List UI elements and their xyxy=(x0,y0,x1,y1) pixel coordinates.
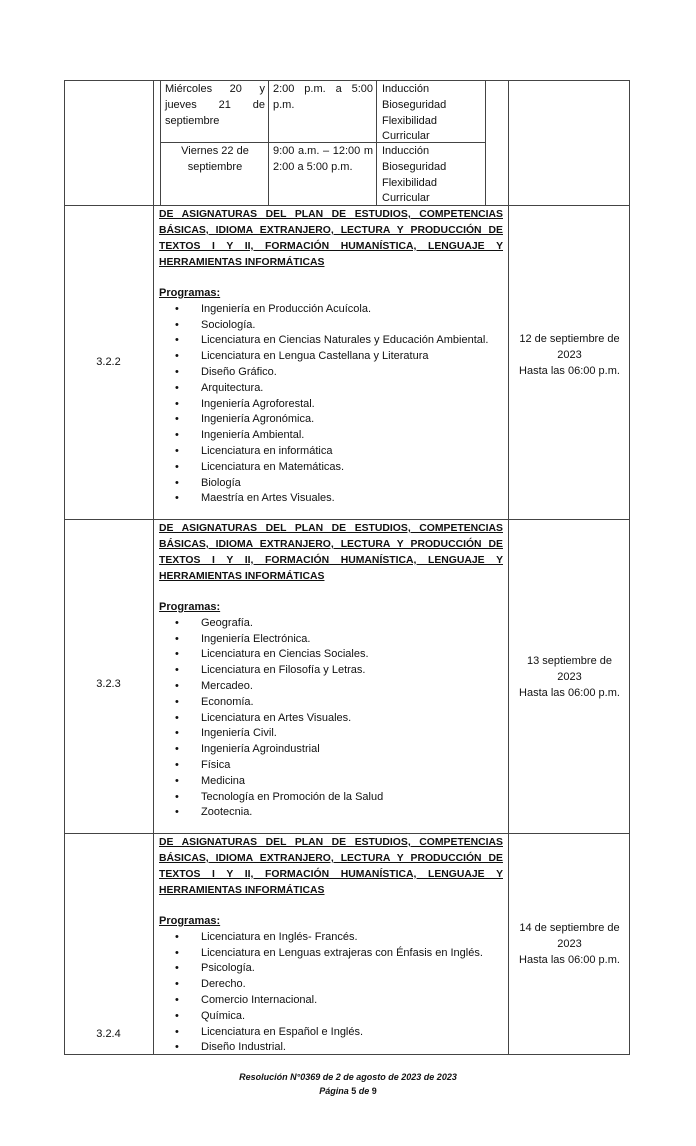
schedule-topics xyxy=(382,144,482,207)
program-item: • Comercio Internacional. xyxy=(175,993,318,1006)
schedule-topics xyxy=(382,82,482,145)
program-item: • Ingeniería Civil. xyxy=(175,727,277,740)
deadline-line: Hasta las 06:00 p.m. xyxy=(519,686,620,699)
deadline-line: 2023 xyxy=(557,937,582,950)
program-item: • Ingeniería en Producción Acuícola. xyxy=(175,302,372,315)
program-item: • Geografía. xyxy=(175,616,253,629)
row-divider xyxy=(64,833,630,834)
program-item: • Licenciatura en Inglés- Francés. xyxy=(175,930,358,943)
topic: Curricular xyxy=(382,192,430,205)
topic: Flexibilidad xyxy=(382,176,438,189)
program-item: • Maestría en Artes Visuales. xyxy=(175,492,335,505)
footer-resolution: Resolución N°0369 de 2 de agosto de 2023 de 2023 xyxy=(239,1072,457,1082)
program-item: • Licenciatura en Lenguas extrajeras con Énfasis en Inglés. xyxy=(175,946,483,959)
programs-list xyxy=(159,616,503,821)
schedule-table xyxy=(160,80,486,205)
column-divider xyxy=(508,80,509,1055)
page-current: 5 xyxy=(351,1086,357,1096)
page-mid: de xyxy=(356,1086,372,1096)
section-number: 3.2.4 xyxy=(96,1028,121,1040)
program-item: • Licenciatura en Artes Visuales. xyxy=(175,711,352,724)
deadline xyxy=(509,332,630,379)
section-heading: DE ASIGNATURAS DEL PLAN DE ESTUDIOS, COMPETENCIAS BÁSICAS, IDIOMA EXTRANJERO, LECTURA Y PRODUCCIÓN DE TEXTOS I Y II, FORMACIÓN HUMANÍSTICA, LENGUAJE Y HERRAMIENTAS INFORMÁTICAS xyxy=(159,523,503,582)
schedule-day: Miércoles 20 y jueves 21 de septiembre xyxy=(165,83,265,127)
program-item: • Licenciatura en informática xyxy=(175,444,333,457)
section-heading: DE ASIGNATURAS DEL PLAN DE ESTUDIOS, COMPETENCIAS BÁSICAS, IDIOMA EXTRANJERO, LECTURA Y PRODUCCIÓN DE TEXTOS I Y II, FORMACIÓN HUMANÍSTICA, LENGUAJE Y HERRAMIENTAS INFORMÁTICAS xyxy=(159,209,503,268)
deadline-line: 2023 xyxy=(557,348,582,361)
program-item: • Arquitectura. xyxy=(175,381,264,394)
program-item: • Ingeniería Agroindustrial xyxy=(175,743,320,756)
footer-page-number xyxy=(0,1086,696,1096)
section-content xyxy=(159,207,503,507)
program-item: • Química. xyxy=(175,1009,246,1022)
program-item: • Biología xyxy=(175,476,241,489)
section-number: 3.2.2 xyxy=(96,356,121,368)
program-item: • Física xyxy=(175,758,231,771)
program-item: • Ingeniería Electrónica. xyxy=(175,632,311,645)
programs-label: Programas: xyxy=(159,915,221,927)
program-item: • Diseño Gráfico. xyxy=(175,365,277,378)
section-heading: DE ASIGNATURAS DEL PLAN DE ESTUDIOS, COMPETENCIAS BÁSICAS, IDIOMA EXTRANJERO, LECTURA Y PRODUCCIÓN DE TEXTOS I Y II, FORMACIÓN HUMANÍSTICA, LENGUAJE Y HERRAMIENTAS INFORMÁTICAS xyxy=(159,837,503,896)
programs-list xyxy=(159,930,503,1056)
schedule-time: 2:00 p.m. a 5:00 p.m. xyxy=(273,83,373,111)
section-content xyxy=(159,835,503,1056)
section-content xyxy=(159,521,503,821)
program-item: • Licenciatura en Matemáticas. xyxy=(175,460,345,473)
row-divider xyxy=(64,519,630,520)
program-item: • Medicina xyxy=(175,774,246,787)
topic: Inducción xyxy=(382,83,430,95)
program-item: • Ingeniería Agroforestal. xyxy=(175,397,315,410)
deadline xyxy=(509,654,630,701)
programs-label: Programas: xyxy=(159,287,221,299)
program-item: • Derecho. xyxy=(175,978,246,991)
program-item: • Licenciatura en Lengua Castellana y Literatura xyxy=(175,350,429,363)
program-item: • Licenciatura en Filosofía y Letras. xyxy=(175,664,366,677)
program-item: • Mercadeo. xyxy=(175,679,253,692)
topic: Bioseguridad xyxy=(382,98,447,111)
deadline-line: Hasta las 06:00 p.m. xyxy=(519,953,620,966)
page-total: 9 xyxy=(371,1086,377,1096)
column-divider xyxy=(153,80,154,1055)
deadline-line: 2023 xyxy=(557,670,582,683)
schedule-time: 9:00 a.m. – 12:00 m 2:00 a 5:00 p.m. xyxy=(273,145,373,173)
topic: Inducción xyxy=(382,145,430,157)
program-item: • Psicología. xyxy=(175,962,255,975)
deadline xyxy=(509,921,630,968)
section-number: 3.2.3 xyxy=(96,678,121,690)
program-item: • Zootecnia. xyxy=(175,806,253,819)
schedule-day: Viernes 22 de septiembre xyxy=(181,145,249,173)
deadline-line: 13 septiembre de xyxy=(527,655,612,667)
deadline-line: Hasta las 06:00 p.m. xyxy=(519,364,620,377)
program-item: • Sociología. xyxy=(175,318,256,331)
program-item: • Ingeniería Agronómica. xyxy=(175,413,315,426)
topic: Flexibilidad xyxy=(382,114,438,127)
program-item: • Ingeniería Ambiental. xyxy=(175,429,305,442)
program-item: • Diseño Industrial. xyxy=(175,1041,286,1054)
row-divider xyxy=(64,205,630,206)
deadline-line: 14 de septiembre de xyxy=(519,922,620,934)
topic: Curricular xyxy=(382,130,430,143)
programs-label: Programas: xyxy=(159,601,221,613)
programs-list xyxy=(159,302,503,507)
page-prefix: Página xyxy=(319,1086,352,1096)
deadline-line: 12 de septiembre de xyxy=(519,333,620,345)
program-item: • Licenciatura en Ciencias Sociales. xyxy=(175,648,369,661)
topic: Bioseguridad xyxy=(382,160,447,173)
program-item: • Licenciatura en Ciencias Naturales y Educación Ambiental. xyxy=(175,334,489,347)
program-item: • Tecnología en Promoción de la Salud xyxy=(175,790,384,803)
program-item: • Licenciatura en Español e Inglés. xyxy=(175,1025,364,1038)
program-item: • Economía. xyxy=(175,695,254,708)
